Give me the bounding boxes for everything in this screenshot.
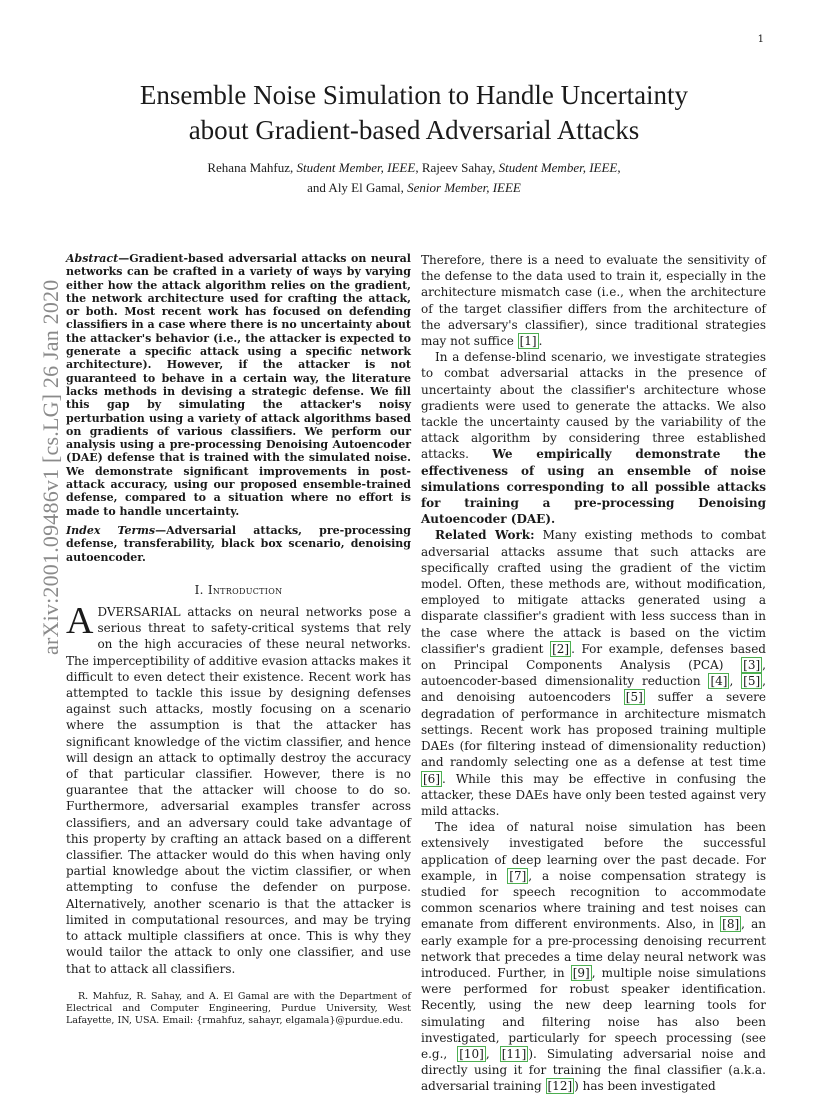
related-work-text: , and denoising autoencoders	[421, 674, 766, 705]
related-work-text: suffer a severe degradation of performance in architecture mismatch settings. Recent work has proposed training multiple DAEs (for filtering instead of dimensionality reduction) and randomly selecting one as a defense at test time	[421, 690, 767, 770]
abstract-lead: Abstract	[66, 252, 119, 265]
right-column	[421, 252, 766, 1095]
title-line-2: about Gradient-based Adversarial Attacks	[188, 115, 640, 145]
citation-link[interactable]: [4]	[710, 674, 728, 689]
paragraph-1-end: .	[538, 334, 543, 349]
citation-link[interactable]: [2]	[552, 641, 570, 656]
related-work-text: Many existing methods to combat adversarial attacks assume that such attacks are specifically crafted using the gradient of the victim model. Often, these methods are, without modification, employed to mitigate attacks generated using a disparate classifier's gradient with less success than in the case where the attack is based on the victim classifier's gradient	[421, 528, 766, 656]
author-3-role: Senior Member, IEEE	[407, 180, 521, 195]
author-2-name: , Rajeev Sahay,	[415, 160, 496, 175]
author-3-name: and Aly El Gamal,	[307, 180, 404, 195]
noise-simulation-text: ,	[485, 1046, 500, 1061]
page-number: 1	[757, 34, 764, 45]
paragraph-2-text: In a defense-blind scenario, we investigate strategies to combat adversarial attacks in the presence of uncertainty about the classifier's architecture whose gradients were used to generate the attacks. We also tackle the uncertainty caused by the variability of the attack algorithm by considering three established attacks.	[421, 350, 766, 462]
author-1-role: Student Member, IEEE	[296, 160, 416, 175]
index-terms	[66, 524, 411, 564]
related-work-text: , autoencoder-based dimensionality reduction	[421, 658, 766, 689]
intro-text: DVERSARIAL attacks on neural networks pose a serious threat to safety-critical systems that rely on the high accuracies of these neural networks. The imperceptibility of additive evasion attacks makes it difficult to even detect their existence. Recent work has attempted to tackle this issue by designing defenses against such attacks, mostly focusing on a scenario where the assumption is that the attacker has significant knowledge of the victim classifier, and hence will design an attack to optimally destroy the accuracy of that particular classifier. However, there is no guarantee that the attacker will choose to do so. Furthermore, adversarial examples transfer across classifiers, and an adversary could take advantage of this property by crafting an attack based on a different classifier. The attacker would do this when having only partial knowledge about the victim classifier, or when attempting to confuse the defender on purpose. Alternatively, another scenario is that the attacker is limited in computational resources, and may be trying to attack multiple classifiers at once. This is why they would tailor the attack to only one classifier, and use that to attack all classifiers.	[66, 605, 411, 976]
related-work-text: . For example, defenses based on Principal Components Analysis (PCA)	[421, 641, 766, 673]
drop-cap: A	[66, 600, 94, 643]
citation-link[interactable]: [1]	[519, 334, 537, 349]
index-terms-lead: Index Terms	[66, 523, 156, 537]
citation-link[interactable]: [3]	[743, 658, 761, 673]
related-work-text: ,	[729, 674, 742, 689]
author-affiliation-footnote: R. Mahfuz, R. Sahay, and A. El Gamal are with the Department of Electrical and Computer Engineering, Purdue University, West Lafayette, IN, USA. Email: {rmahfuz, sahayr, elgamala}@purdue.edu.	[66, 990, 411, 1026]
citation-link[interactable]: [5]	[743, 674, 761, 689]
noise-simulation-text: , multiple noise simulations were performed for robust speaker identification. Recently, using the new deep learning tools for simulating and filtering noise has also been investigated, particularly for speech processing (see e.g.,	[421, 965, 767, 1061]
left-column	[66, 252, 411, 1027]
paragraph-noise-simulation	[421, 819, 766, 1094]
citation-link[interactable]: [11]	[501, 1046, 527, 1061]
related-work-heading: Related Work:	[435, 528, 535, 543]
noise-simulation-text: , an early example for a pre-processing denoising recurrent network that precedes a time delay neural network was introduced. Further, in	[421, 917, 766, 980]
paragraph-related-work	[421, 527, 766, 819]
citation-link[interactable]: [8]	[722, 917, 740, 932]
noise-simulation-text: ). Simulating adversarial noise and directly using it for training the final classifier (a.k.a. adversarial training	[421, 1046, 766, 1094]
author-line-2	[60, 178, 768, 198]
paper-title	[60, 78, 768, 148]
citation-link[interactable]: [10]	[459, 1046, 484, 1061]
paragraph-1-text: Therefore, there is a need to evaluate the sensitivity of the defense to the data used to train it, especially in the architecture mismatch case (i.e., when the architecture of the target classifier differs from the architecture of the adversary's classifier), since traditional strategies may not suffice	[421, 253, 766, 349]
abstract-text: —Gradient-based adversarial attacks on neural networks can be crafted in a variety of ways by varying either how the attack algorithm relies on the gradient, the network architecture used for crafting the attack, or both. Most recent work has focused on defending classifiers in a case where there is no uncertainty about the attacker's behavior (i.e., the attacker is expected to generate a specific attack using a specific network architecture). However, if the attacker is not guaranteed to behave in a certain way, the literature lacks methods in devising a strategic defense. We fill this gap by simulating the attacker's noisy perturbation using a variety of attack algorithms based on gradients of various classifiers. We perform our analysis using a pre-processing Denoising Autoencoder (DAE) defense that is trained with the simulated noise. We demonstrate significant improvements in post-attack accuracy, using our proposed ensemble-trained defense, compared to a situation where no effort is made to handle uncertainty.	[66, 252, 411, 518]
author-line-1	[60, 158, 768, 178]
paragraph-1	[421, 252, 766, 349]
paragraph-2	[421, 349, 766, 527]
intro-paragraph	[66, 600, 411, 977]
paragraph-2-emphasis: We empirically demonstrate the effectiveness of using an ensemble of noise simulations corresponding to all possible attacks for training a pre-processing Denoising Autoencoder (DAE).	[421, 447, 767, 527]
citation-link[interactable]: [7]	[509, 868, 527, 883]
citation-link[interactable]: [9]	[572, 965, 590, 980]
author-2-sep: ,	[617, 160, 621, 175]
index-terms-text: —Adversarial attacks, pre-processing defense, transferability, black box scenario, denoising autoencoder.	[66, 523, 411, 564]
noise-simulation-text: The idea of natural noise simulation has been extensively investigated before the successful application of deep learning over the past decade. For example, in	[421, 820, 766, 883]
arxiv-identifier: arXiv:2001.09486v1 [cs.LG] 26 Jan 2020	[38, 279, 63, 655]
citation-link[interactable]: [12]	[547, 1079, 573, 1094]
noise-simulation-text: , a noise compensation strategy is studied for speech recognition to accommodate common scenarios where training and test noises can emanate from different environments. Also, in	[421, 868, 766, 932]
author-2-role: Student Member, IEEE	[498, 160, 618, 175]
author-list	[60, 158, 768, 198]
author-1-name: Rehana Mahfuz,	[207, 160, 294, 175]
title-line-1: Ensemble Noise Simulation to Handle Uncertainty	[139, 80, 689, 110]
citation-link[interactable]: [6]	[423, 771, 440, 786]
noise-simulation-text: ) has been investigated	[574, 1079, 716, 1094]
related-work-text: . While this may be effective in confusing the attacker, these DAEs have only been tested against very mild attacks.	[421, 771, 766, 818]
citation-link[interactable]: [5]	[625, 690, 643, 705]
abstract	[66, 252, 411, 518]
section-heading-introduction: I. Introduction	[194, 582, 283, 597]
